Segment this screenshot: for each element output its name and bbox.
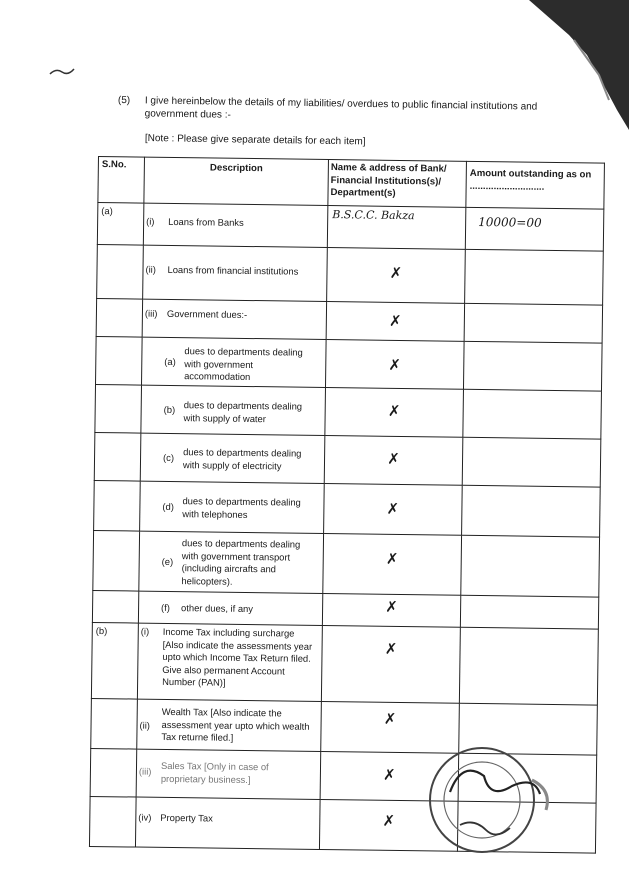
amount-cell [460, 595, 598, 629]
header-description: Description [144, 157, 329, 205]
row-description [143, 203, 328, 247]
row-text: Income Tax including surcharge [Also indicate the assessments year upto which Income Tax Return filed. Give also permanent Account Number (PAN)] [162, 625, 313, 688]
nil-mark: ✗ [321, 625, 460, 703]
row-description [142, 299, 326, 339]
table-row [96, 298, 602, 343]
sub-letter: (e) [161, 555, 174, 568]
sub-letter: (a) [164, 355, 176, 368]
nil-mark: ✗ [325, 387, 464, 437]
table-row [91, 622, 598, 705]
amount-handwritten: 10000=00 [465, 207, 604, 251]
row-text: Loans from Banks [168, 215, 244, 228]
row-sno: (a) [97, 203, 144, 246]
table-row [97, 203, 604, 252]
sub-letter: (b) [163, 403, 176, 416]
row-text: dues to departments dealing with telephones [182, 495, 301, 520]
row-description [137, 623, 322, 701]
nil-mark: ✗ [326, 302, 464, 342]
row-number: (ii) [139, 719, 151, 731]
liabilities-intro [117, 94, 588, 121]
row-sno: (b) [91, 622, 138, 699]
row-description [140, 433, 325, 483]
row-description [139, 531, 324, 593]
bank-name-handwritten: B.S.C.C. Bakza [327, 206, 466, 250]
table-row [96, 336, 603, 391]
intro-text: I give hereinbelow the details of my liabilities/ overdues to public financial institutions and government dues :- [144, 95, 538, 121]
nil-mark: ✗ [324, 435, 463, 485]
row-text: Sales Tax [Only in case of proprietary business.] [160, 759, 269, 785]
sub-letter: (d) [162, 500, 174, 513]
nil-mark: ✗ [319, 799, 458, 851]
row-description [136, 749, 321, 799]
table-row [95, 384, 602, 439]
section-number: (5) [117, 94, 131, 107]
nil-mark: ✗ [322, 593, 460, 627]
amount-cell [459, 627, 598, 705]
row-number: (iii) [144, 307, 158, 319]
row-text: Government dues:- [166, 307, 248, 320]
row-text: other dues, if any [181, 602, 254, 615]
table-row [93, 530, 600, 597]
table-row [94, 480, 601, 537]
table-header-row [98, 157, 605, 210]
row-description [137, 699, 322, 751]
sub-letter: (f) [161, 601, 171, 613]
row-text: Loans from financial institutions [167, 263, 299, 277]
amount-cell [462, 485, 601, 537]
row-description [135, 797, 320, 849]
nil-mark: ✗ [323, 533, 462, 595]
row-description [143, 245, 328, 301]
nil-mark: ✗ [327, 248, 466, 304]
row-text: dues to departments dealing with government accommodation [184, 345, 303, 383]
row-text: dues to departments dealing with government transport (including aircrafts and helicopters). [181, 537, 301, 587]
row-description [140, 481, 325, 533]
row-description [138, 591, 322, 625]
row-text: Property Tax [160, 811, 213, 824]
row-number: (i) [146, 215, 155, 227]
table-row [94, 432, 601, 487]
official-seal-stamp [422, 730, 572, 860]
table-row [97, 244, 604, 305]
row-number: (iii) [138, 765, 152, 777]
row-description [141, 385, 326, 435]
nil-mark: ✗ [325, 340, 464, 390]
sub-letter: (c) [162, 451, 175, 464]
row-text: Wealth Tax [Also indicate the assessment year upto which wealth Tax returne filed.] [161, 705, 310, 743]
note-text: [Note : Please give separate details for each item] [144, 133, 366, 148]
amount-cell [463, 389, 602, 439]
nil-mark: ✗ [320, 751, 459, 801]
nil-mark: ✗ [324, 483, 463, 535]
row-text: dues to departments dealing with supply of electricity [182, 446, 302, 471]
header-amount: Amount outstanding as on ............................ [466, 161, 605, 209]
header-name-address: Name & address of Bank/ Financial Institutions(s)/ Department(s) [328, 160, 467, 208]
amount-cell [465, 249, 604, 305]
nil-mark: ✗ [321, 701, 460, 753]
row-number: (iv) [138, 811, 152, 823]
row-text: dues to departments dealing with supply of water [183, 399, 303, 424]
amount-cell [462, 437, 601, 487]
row-number: (i) [140, 625, 150, 637]
amount-cell [461, 535, 600, 597]
amount-cell [464, 303, 602, 343]
row-description [142, 337, 327, 387]
header-sno: S.No. [98, 157, 145, 204]
amount-cell [463, 341, 602, 391]
row-number: (ii) [145, 263, 157, 275]
stray-mark [48, 66, 76, 78]
